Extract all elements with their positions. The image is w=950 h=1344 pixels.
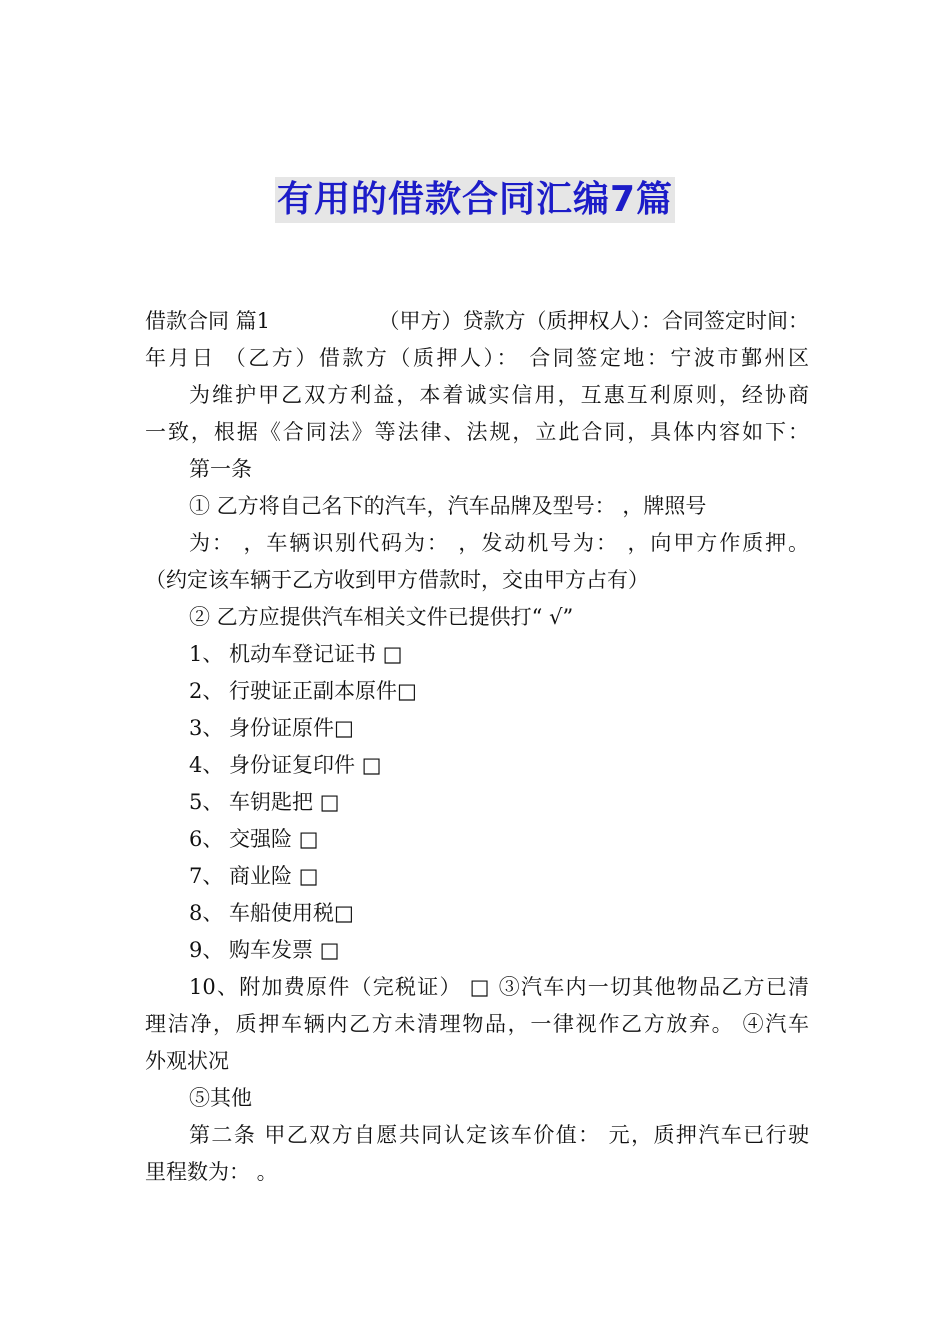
clause-1-line-2: 为： ，车辆识别代码为： ，发动机号为： ，向甲方作质押。 [189, 531, 809, 555]
intro-paragraph-line-1: 为维护甲乙双方利益，本着诚实信用，互惠互利原则，经协商 [189, 383, 809, 407]
checklist-item-text: 商业险 □ [229, 864, 319, 888]
checklist-item-text: 身份证复印件 □ [229, 753, 382, 777]
intro-paragraph-line-2: 一致，根据《合同法》等法律、法规，立此合同，具体内容如下： [145, 420, 809, 444]
document-body [145, 303, 809, 1191]
checklist-item: 5、 车钥匙把 □ [189, 790, 340, 814]
checklist-item: 8、 车船使用税□ [189, 901, 354, 925]
checklist-item-text: 身份证原件□ [229, 716, 354, 740]
header-line-1 [145, 303, 809, 340]
clause-1-line-1: ① 乙方将自己名下的汽车，汽车品牌及型号： ，牌照号 [189, 494, 707, 518]
checklist-item-text: 机动车登记证书 □ [229, 642, 403, 666]
checklist-item: 9、 购车发票 □ [189, 938, 340, 962]
clause-1-line-3: （约定该车辆于乙方收到甲方借款时，交由甲方占有） [145, 568, 649, 592]
checklist-item: 3、 身份证原件□ [189, 716, 354, 740]
checklist-item-text: 行驶证正副本原件□ [229, 679, 417, 703]
article-2-line-1: 第二条 甲乙双方自愿共同认定该车价值： 元，质押汽车已行驶 [189, 1123, 809, 1147]
title-container [0, 177, 950, 223]
checklist-item: 7、 商业险 □ [189, 864, 319, 888]
clause-4-continuation: 外观状况 [145, 1049, 229, 1073]
document-title: 有用的借款合同汇编7篇 [275, 177, 675, 223]
checklist-item-text: 车钥匙把 □ [229, 790, 340, 814]
clause-5: ⑤其他 [189, 1086, 252, 1110]
article-2-line-2: 里程数为： 。 [145, 1160, 278, 1184]
header-line-2: 年月日 （乙方）借款方（质押人）： 合同签定地：宁波市鄞州区 [145, 346, 809, 370]
article-1-heading: 第一条 [189, 457, 252, 481]
checklist-item: 4、 身份证复印件 □ [189, 753, 382, 777]
contract-label: 借款合同 篇1 [145, 309, 271, 333]
checklist-item: 1、 机动车登记证书 □ [189, 642, 403, 666]
checklist-item-text: 车船使用税□ [229, 901, 354, 925]
checklist-item-text: 购车发票 □ [229, 938, 340, 962]
checklist-item: 2、 行驶证正副本原件□ [189, 679, 417, 703]
checklist-item-10: 10、附加费原件（完税证） □ ③汽车内一切其他物品乙方已清 [189, 975, 809, 999]
lender-info: （甲方）贷款方（质押权人）：合同签定时间： [378, 309, 809, 333]
checklist-item-text: 交强险 □ [229, 827, 319, 851]
clause-3-continuation: 理洁净，质押车辆内乙方未清理物品，一律视作乙方放弃。 ④汽车 [145, 1012, 809, 1036]
clause-2: ② 乙方应提供汽车相关文件已提供打“ √” [189, 605, 574, 629]
checklist-item: 6、 交强险 □ [189, 827, 319, 851]
